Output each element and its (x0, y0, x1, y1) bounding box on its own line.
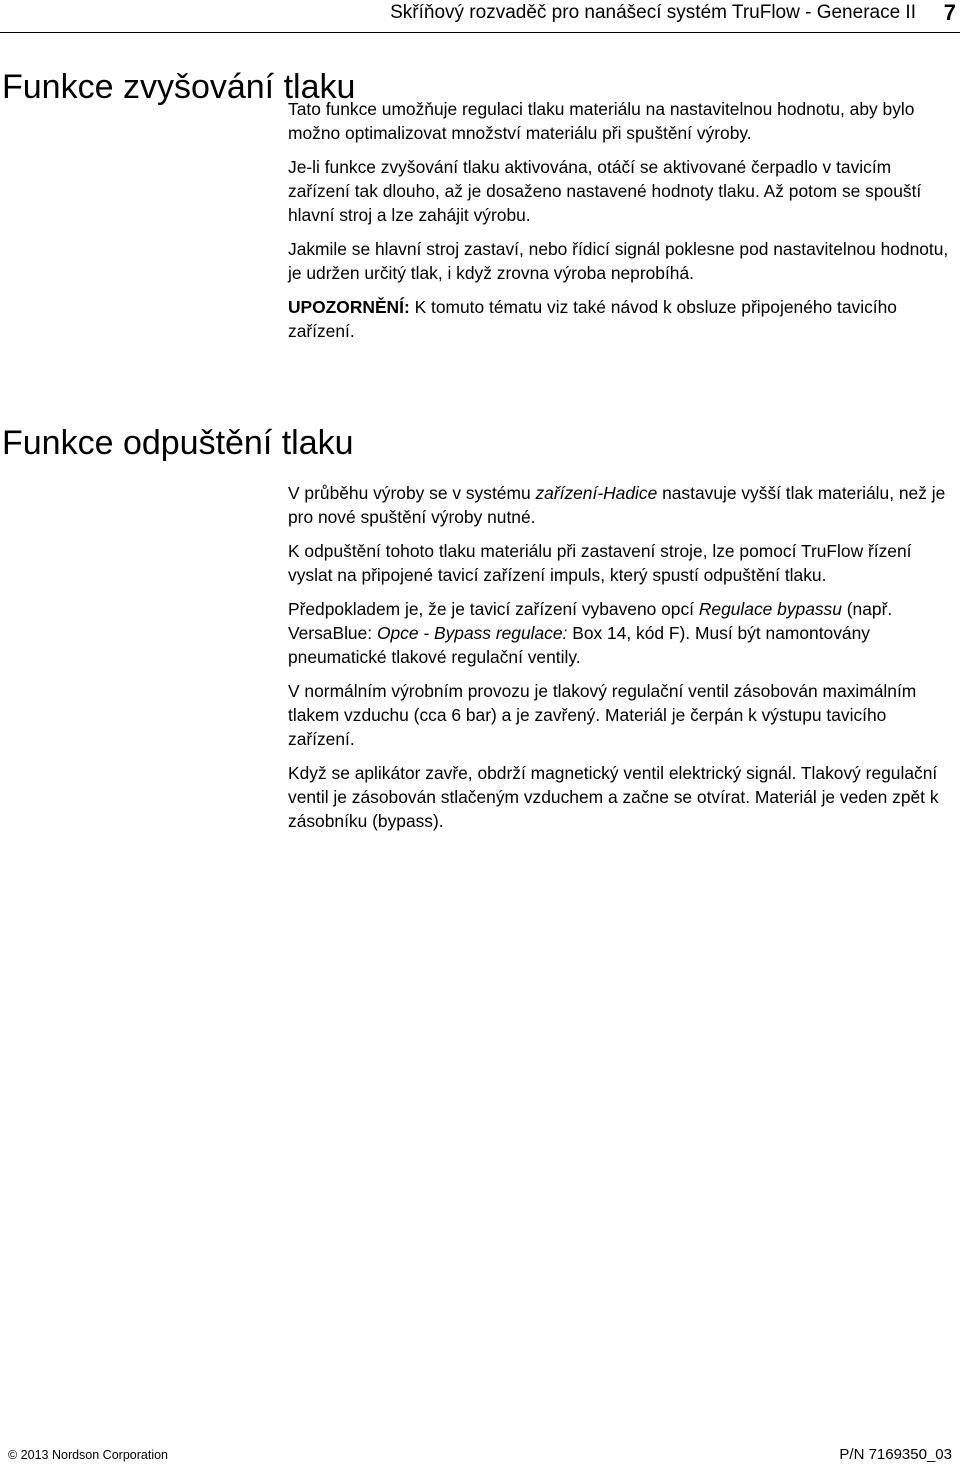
section-heading-pressure-relief: Funkce odpuštění tlaku (2, 424, 354, 462)
section-body-pressure-increase (288, 97, 956, 353)
text-run: Předpokladem je, že je tavicí zařízení vybaveno opcí (288, 599, 699, 619)
section-body-pressure-relief (288, 481, 956, 843)
paragraph (288, 481, 956, 529)
note-text: K tomuto tématu viz také návod k obsluze připojeného tavicího zařízení. (288, 297, 897, 341)
note-label: UPOZORNĚNÍ: (288, 297, 410, 317)
paragraph (288, 597, 956, 669)
text-run: (např. VersaBlue: (288, 599, 893, 643)
document-title: Skříňový rozvaděč pro nanášecí systém TruFlow - Generace II (390, 2, 916, 23)
page-footer (0, 1446, 960, 1466)
text-run: Box 14, kód F). Musí být namontovány pneumatické tlakové regulační ventily. (288, 623, 870, 667)
header-divider (0, 32, 960, 33)
paragraph: Tato funkce umožňuje regulaci tlaku materiálu na nastavitelnou hodnotu, aby bylo možno optimalizovat množství materiálu při spuštění výroby. (288, 99, 915, 143)
page-number: 7 (943, 0, 956, 25)
italic-term: zařízení-Hadice (535, 483, 658, 503)
paragraph: Když se aplikátor zavře, obdrží magnetický ventil elektrický signál. Tlakový regulační ventil je zásobován stlačeným vzduchem a začne se otvírat. Materiál je veden zpět k zásobníku (bypass). (288, 763, 939, 831)
italic-term: Opce - Bypass regulace: (376, 623, 568, 643)
part-number: P/N 7169350_03 (839, 1446, 952, 1463)
paragraph: V normálním výrobním provozu je tlakový regulační ventil zásobován maximálním tlakem vzduchu (cca 6 bar) a je zavřený. Materiál je čerpán k výstupu tavicího zařízení. (288, 681, 917, 749)
text-run: nastavuje vyšší tlak materiálu, než je pro nové spuštění výroby nutné. (288, 483, 946, 527)
paragraph: K odpuštění tohoto tlaku materiálu při zastavení stroje, lze pomocí TruFlow řízení vyslat na připojené tavicí zařízení impuls, který spustí odpuštění tlaku. (288, 541, 912, 585)
text-run: V průběhu výroby se v systému (288, 483, 536, 503)
italic-term: Regulace bypassu (698, 599, 842, 619)
copyright-notice: © 2013 Nordson Corporation (8, 1448, 168, 1462)
note-paragraph (288, 295, 956, 343)
section-heading-pressure-increase: Funkce zvyšování tlaku (2, 68, 356, 106)
page-header (0, 0, 960, 34)
paragraph: Je-li funkce zvyšování tlaku aktivována, otáčí se aktivované čerpadlo v tavicím zařízení tak dlouho, až je dosaženo nastavené hodnoty tlaku. Až potom se spouští hlavní stroj a lze zahájit výrobu. (288, 157, 922, 225)
paragraph: Jakmile se hlavní stroj zastaví, nebo řídicí signál poklesne pod nastavitelnou hodnotu, je udržen určitý tlak, i když zrovna výroba neprobíhá. (288, 239, 949, 283)
